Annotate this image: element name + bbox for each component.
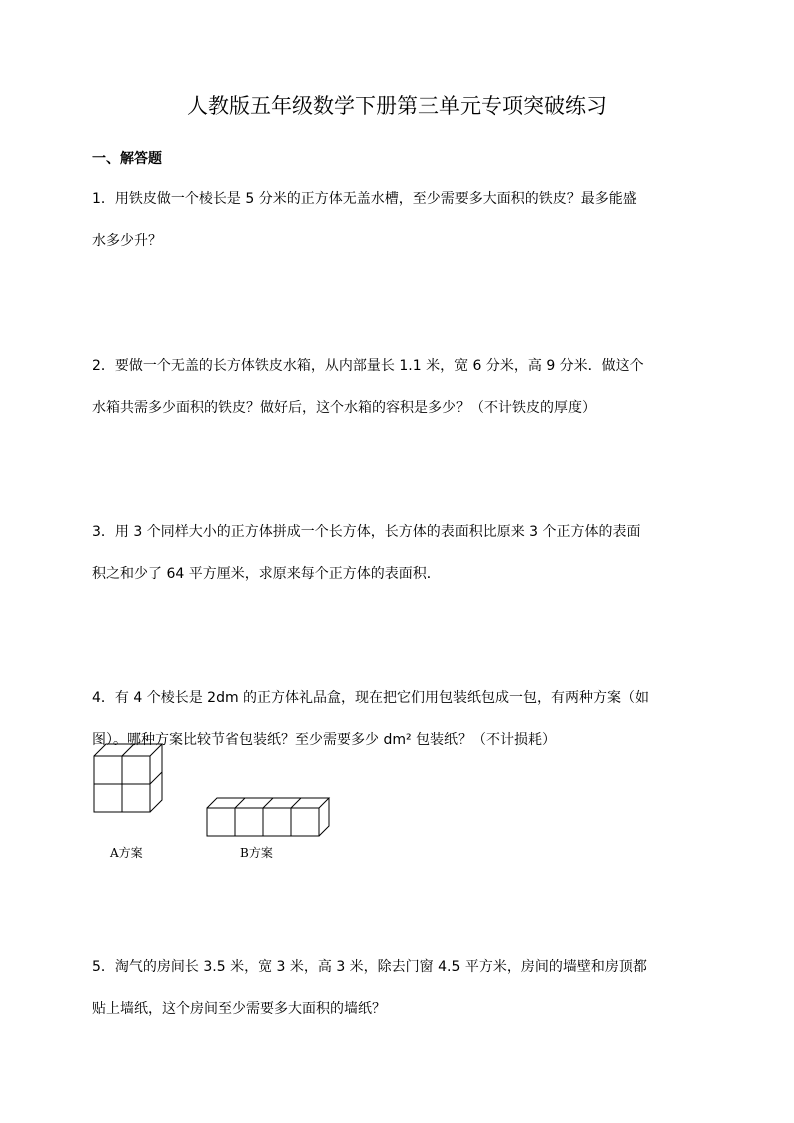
page-title: 人教版五年级数学下册第三单元专项突破练习	[187, 94, 607, 118]
question-5-line-2: 贴上墙纸，这个房间至少需要多大面积的墙纸？	[92, 1001, 386, 1017]
question-1-line-1: 1．用铁皮做一个棱长是 5 分米的正方体无盖水槽，至少需要多大面积的铁皮？最多能盛	[92, 191, 637, 207]
question-1-line-2: 水多少升？	[92, 233, 162, 249]
question-2-line-1: 2．要做一个无盖的长方体铁皮水箱，从内部量长 1.1 米，宽 6 分米，高 9 分米．做这个	[92, 358, 644, 374]
question-3	[92, 511, 704, 595]
question-3-line-1: 3．用 3 个同样大小的正方体拼成一个长方体，长方体的表面积比原来 3 个正方体的表面	[92, 524, 641, 540]
section-heading: 一、解答题	[92, 151, 162, 167]
plan-b-caption: B方案	[240, 846, 273, 860]
question-5-line-1: 5．淘气的房间长 3.5 米，宽 3 米，高 3 米，除去门窗 4.5 平方米，房间的墙壁和房顶都	[92, 959, 647, 975]
question-3-line-2: 积之和少了 64 平方厘米，求原来每个正方体的表面积．	[92, 566, 441, 582]
question-2	[92, 345, 704, 429]
question-1	[92, 178, 704, 262]
packaging-figure	[90, 740, 350, 870]
plan-b-diagram	[207, 798, 329, 836]
question-4-line-1: 4．有 4 个棱长是 2dm 的正方体礼品盒，现在把它们用包装纸包成一包，有两种方案（如	[92, 690, 650, 706]
plan-a-diagram	[94, 744, 162, 812]
question-4-line-2: 图）。哪种方案比较节省包装纸？至少需要多少 dm² 包装纸？（不计损耗）	[92, 732, 557, 748]
question-5	[92, 946, 704, 1030]
plan-a-caption: A方案	[110, 846, 143, 860]
question-2-line-2: 水箱共需多少面积的铁皮？做好后，这个水箱的容积是多少？（不计铁皮的厚度）	[92, 400, 596, 416]
